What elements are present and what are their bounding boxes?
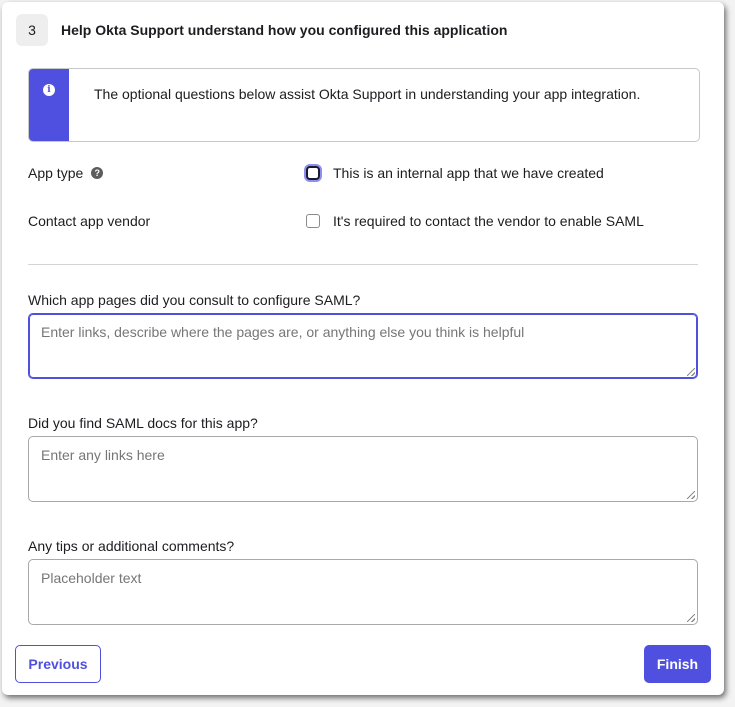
saml-pages-textarea[interactable] <box>28 313 698 379</box>
step-title: Help Okta Support understand how you configured this application <box>61 22 508 38</box>
app-type-label-row <box>28 165 103 181</box>
finish-button[interactable]: Finish <box>644 645 711 683</box>
internal-app-checkbox-row[interactable] <box>306 165 604 181</box>
saml-pages-label: Which app pages did you consult to configure SAML? <box>28 292 361 308</box>
contact-vendor-label-row <box>28 213 150 229</box>
contact-vendor-label: Contact app vendor <box>28 213 151 229</box>
previous-button[interactable]: Previous <box>15 645 101 683</box>
saml-pages-placeholder: Enter links, describe where the pages are, or anything else you think is helpful <box>41 324 525 340</box>
section-divider <box>28 264 698 265</box>
contact-vendor-checkbox-label[interactable]: It's required to contact the vendor to enable SAML <box>333 213 644 229</box>
step-header <box>16 14 507 46</box>
callout-accent-bar <box>29 69 69 141</box>
saml-docs-label: Did you find SAML docs for this app? <box>28 415 258 431</box>
callout-text: The optional questions below assist Okta Support in understanding your app integration. <box>94 86 641 102</box>
comments-label: Any tips or additional comments? <box>28 538 235 554</box>
app-type-label: App type <box>28 165 84 181</box>
internal-app-checkbox[interactable] <box>306 166 320 180</box>
saml-docs-placeholder: Enter any links here <box>41 447 165 463</box>
contact-vendor-checkbox-row[interactable] <box>306 213 644 229</box>
comments-textarea[interactable] <box>28 559 698 625</box>
resize-handle-icon[interactable] <box>687 368 695 376</box>
saml-docs-textarea[interactable] <box>28 436 698 502</box>
step-number-badge: 3 <box>16 14 48 46</box>
info-callout <box>28 68 700 142</box>
resize-handle-icon[interactable] <box>687 614 695 622</box>
configuration-card <box>2 2 724 695</box>
comments-placeholder: Placeholder text <box>41 570 142 586</box>
contact-vendor-checkbox[interactable] <box>306 214 320 228</box>
question-icon[interactable]: ? <box>91 167 103 179</box>
resize-handle-icon[interactable] <box>687 491 695 499</box>
internal-app-checkbox-label[interactable]: This is an internal app that we have created <box>333 165 604 181</box>
info-icon: i <box>43 84 55 96</box>
